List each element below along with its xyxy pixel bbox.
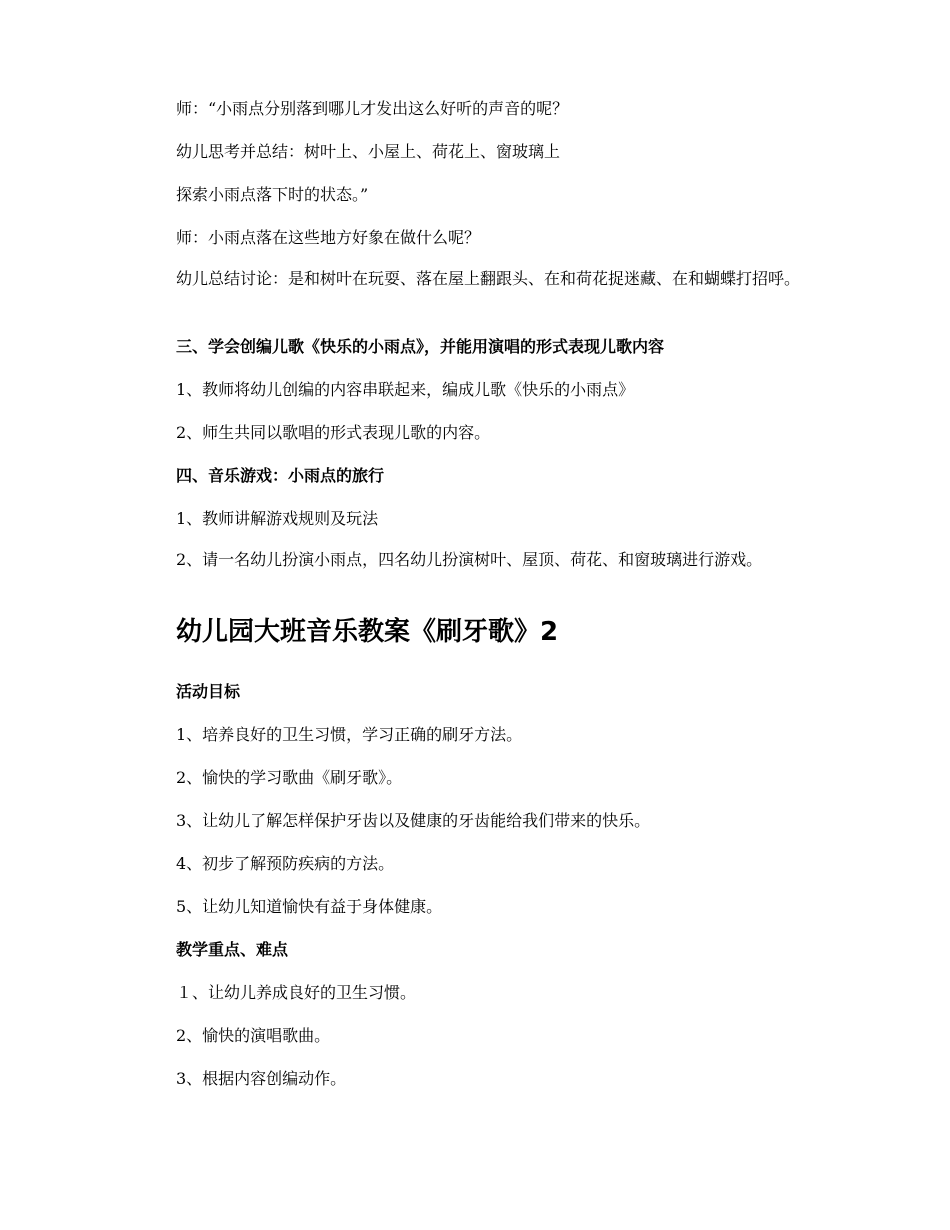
list-item: １、让幼儿养成良好的卫生习惯。 xyxy=(176,983,417,1002)
list-item: 3、让幼儿了解怎样保护牙齿以及健康的牙齿能给我们带来的快乐。 xyxy=(176,811,651,830)
list-item: 1、教师讲解游戏规则及玩法 xyxy=(176,509,379,528)
list-item: 5、让幼儿知道愉快有益于身体健康。 xyxy=(176,897,443,916)
list-item: 1、教师将幼儿创编的内容串联起来，编成儿歌《快乐的小雨点》 xyxy=(176,380,635,399)
paragraph-line: 幼儿思考并总结：树叶上、小屋上、荷花上、窗玻璃上 xyxy=(176,142,561,161)
game-paragraph: 2、请一名幼儿扮演小雨点，四名幼儿扮演树叶、屋顶、荷花、和窗玻璃进行游戏。 xyxy=(176,550,763,569)
list-item: 2、愉快的演唱歌曲。 xyxy=(176,1026,331,1045)
list-item: 3、根据内容创编动作。 xyxy=(176,1069,347,1088)
paragraph-line: 师：小雨点落在这些地方好象在做什么呢？ xyxy=(176,228,481,247)
paragraph-line: 探索小雨点落下时的状态。” xyxy=(176,185,369,204)
lesson-title: 幼儿园大班音乐教案《刷牙歌》2 xyxy=(176,617,559,647)
list-item: 2、师生共同以歌唱的形式表现儿歌的内容。 xyxy=(176,423,491,442)
list-item: 1、培养良好的卫生习惯，学习正确的刷牙方法。 xyxy=(176,725,523,744)
summary-paragraph: 幼儿总结讨论：是和树叶在玩耍、落在屋上翻跟头、在和荷花捉迷藏、在和蝴蝶打招呼。 xyxy=(176,269,801,288)
paragraph-line: 师：“小雨点分别落到哪儿才发出这么好听的声音的呢？ xyxy=(176,99,569,118)
section-heading: 三、学会创编儿歌《快乐的小雨点》，并能用演唱的形式表现儿歌内容 xyxy=(176,337,665,356)
list-item: 4、初步了解预防疾病的方法。 xyxy=(176,854,395,873)
key-points-heading: 教学重点、难点 xyxy=(176,940,289,959)
section-heading: 四、音乐游戏：小雨点的旅行 xyxy=(176,466,385,485)
list-item: 2、愉快的学习歌曲《刷牙歌》。 xyxy=(176,768,403,787)
goals-heading: 活动目标 xyxy=(176,682,241,701)
